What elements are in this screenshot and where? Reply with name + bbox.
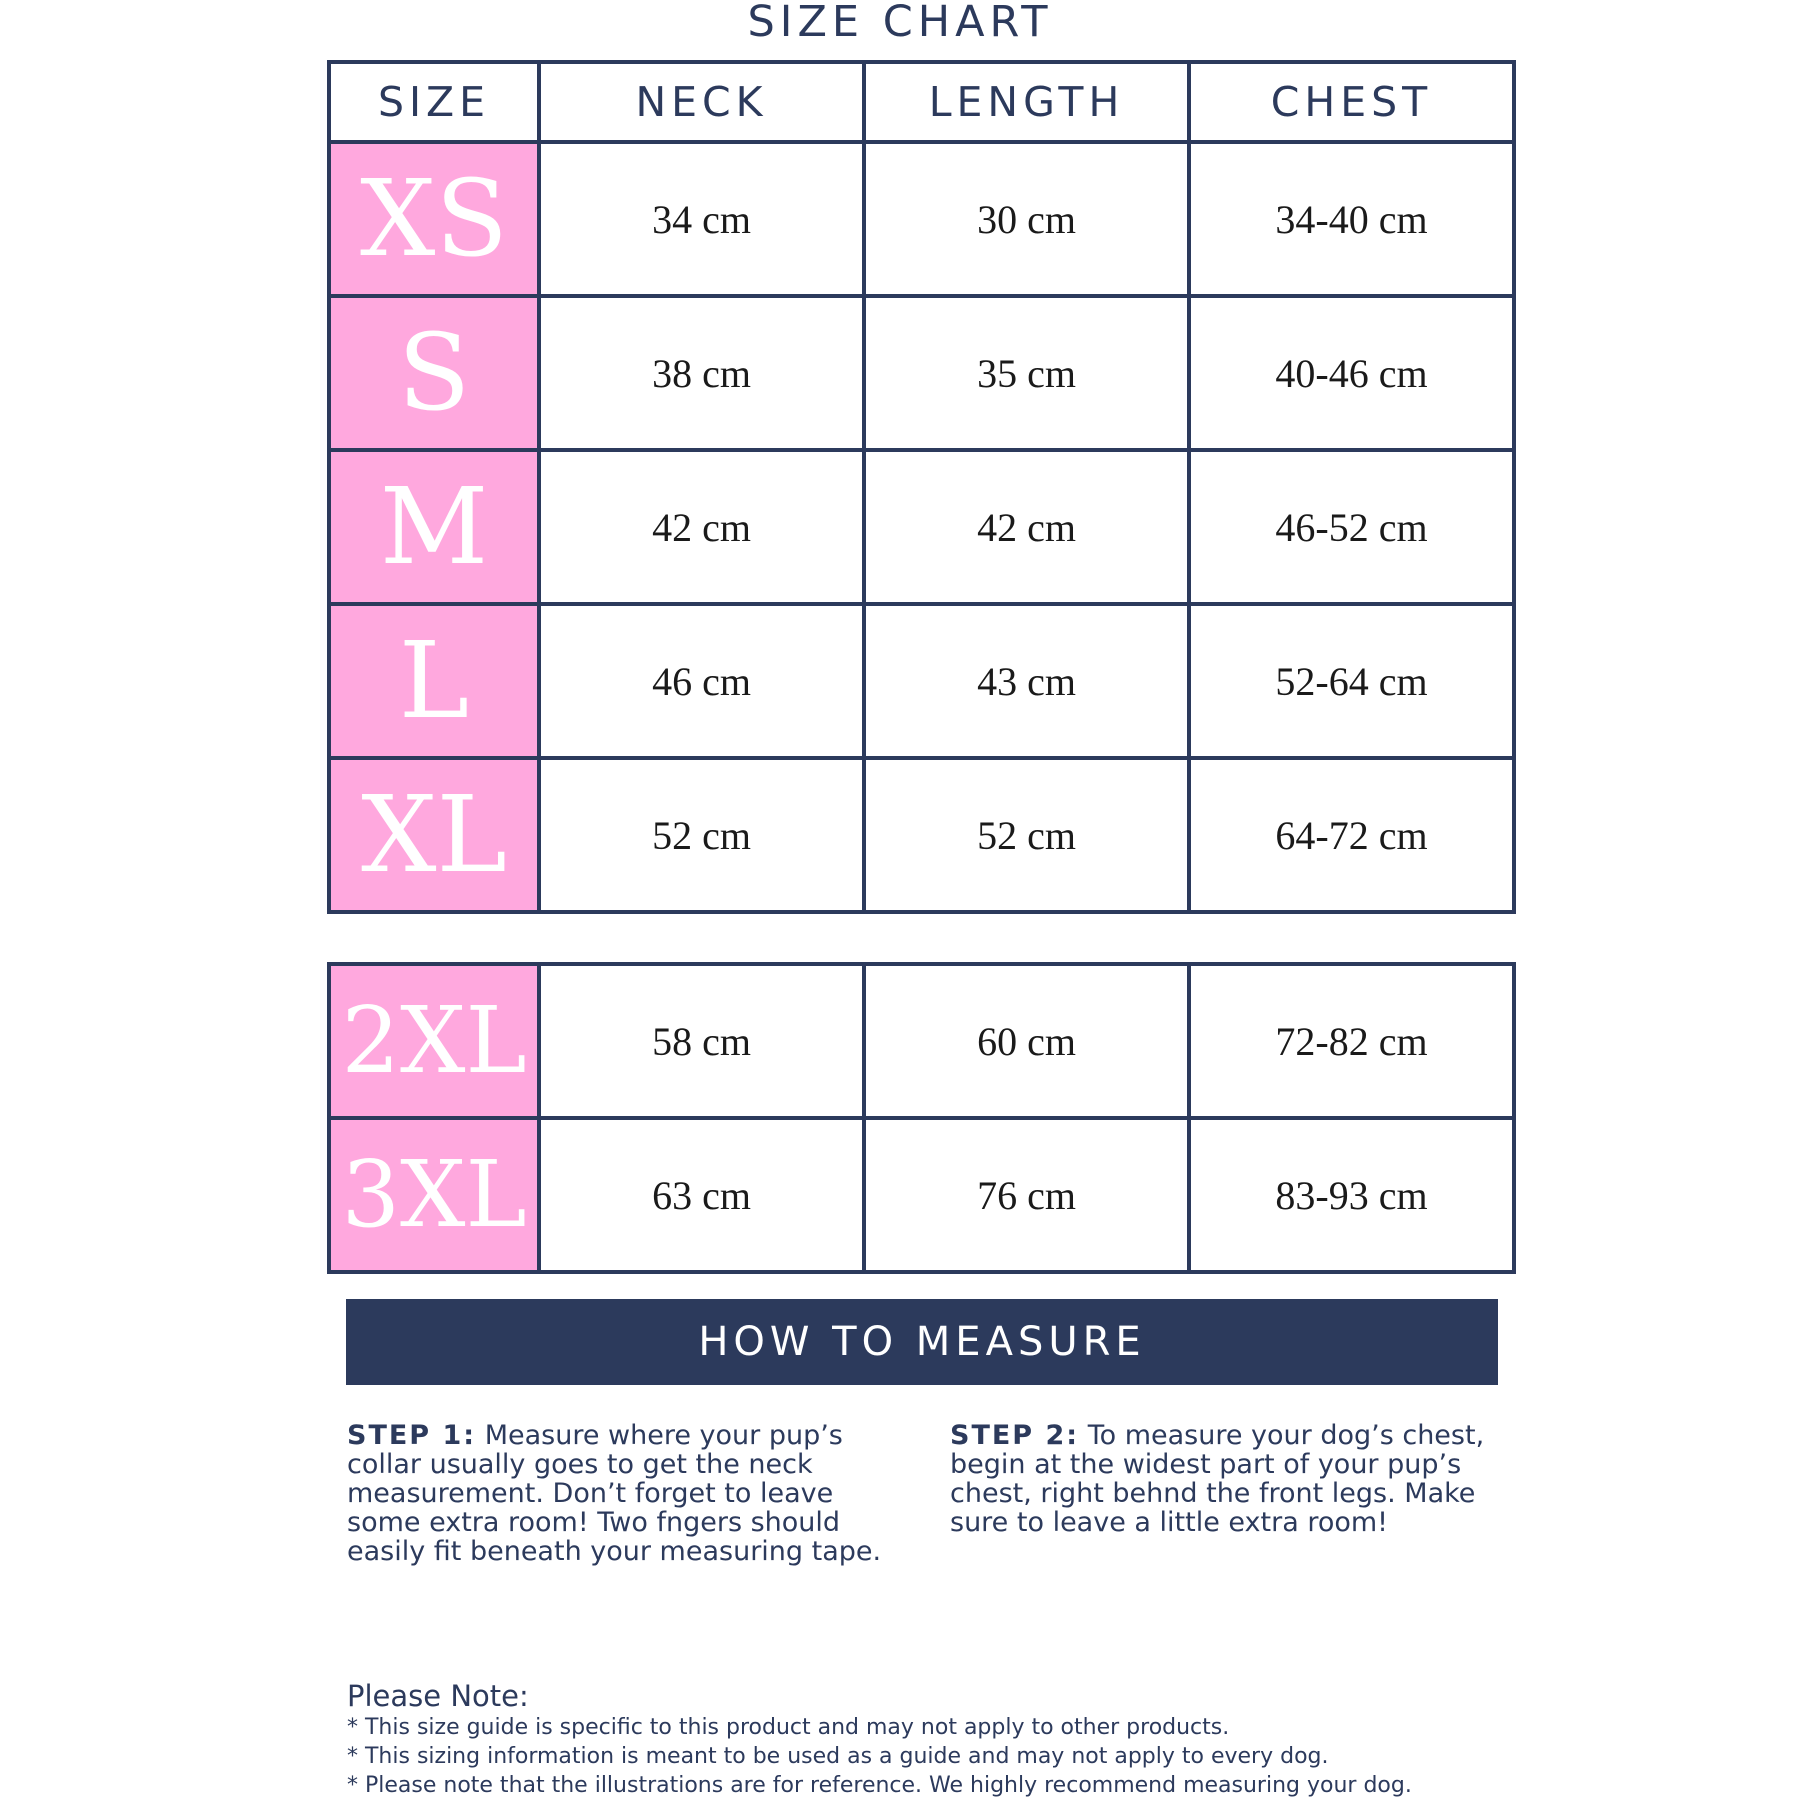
step-1-label: STEP 1: [347, 1420, 477, 1451]
table-row [329, 450, 1514, 604]
length-value: 35 cm [864, 296, 1189, 450]
note-title: Please Note: [347, 1679, 529, 1713]
header-neck: NECK [539, 62, 864, 142]
neck-value: 38 cm [539, 296, 864, 450]
header-size: SIZE [329, 62, 539, 142]
extended-size-table [327, 962, 1516, 1274]
chest-value: 34-40 cm [1189, 142, 1514, 296]
chest-value: 83-93 cm [1189, 1118, 1514, 1272]
table-row [329, 758, 1514, 912]
table-row [329, 604, 1514, 758]
length-value: 42 cm [864, 450, 1189, 604]
note-line: * This sizing information is meant to be used as a guide and may not apply to every dog. [347, 1744, 1329, 1769]
please-note [347, 1679, 1547, 1800]
page-title: SIZE CHART [747, 0, 1053, 47]
header-length: LENGTH [864, 62, 1189, 142]
neck-value: 52 cm [539, 758, 864, 912]
size-label: L [329, 604, 539, 758]
table-header-row [329, 62, 1514, 142]
neck-value: 34 cm [539, 142, 864, 296]
length-value: 60 cm [864, 964, 1189, 1118]
neck-value: 42 cm [539, 450, 864, 604]
length-value: 43 cm [864, 604, 1189, 758]
size-table [327, 60, 1516, 914]
length-value: 30 cm [864, 142, 1189, 296]
neck-value: 63 cm [539, 1118, 864, 1272]
chest-value: 52-64 cm [1189, 604, 1514, 758]
chest-value: 46-52 cm [1189, 450, 1514, 604]
step-2-instructions [950, 1421, 1510, 1537]
table-row [329, 964, 1514, 1118]
step-2-label: STEP 2: [950, 1420, 1080, 1451]
note-line: * This size guide is specific to this product and may not apply to other products. [347, 1715, 1230, 1740]
size-label: XS [329, 142, 539, 296]
length-value: 52 cm [864, 758, 1189, 912]
neck-value: 58 cm [539, 964, 864, 1118]
length-value: 76 cm [864, 1118, 1189, 1272]
size-label: M [329, 450, 539, 604]
table-row [329, 296, 1514, 450]
chest-value: 72-82 cm [1189, 964, 1514, 1118]
step-1-instructions [347, 1421, 907, 1566]
note-line: * Please note that the illustrations are for reference. We highly recommend measuring your dog. [347, 1773, 1412, 1798]
chest-value: 64-72 cm [1189, 758, 1514, 912]
size-label: XL [329, 758, 539, 912]
header-chest: CHEST [1189, 62, 1514, 142]
table-row [329, 1118, 1514, 1272]
neck-value: 46 cm [539, 604, 864, 758]
how-to-measure-banner: HOW TO MEASURE [346, 1299, 1498, 1385]
table-row [329, 142, 1514, 296]
size-label: 3XL [329, 1118, 539, 1272]
chest-value: 40-46 cm [1189, 296, 1514, 450]
size-label: 2XL [329, 964, 539, 1118]
size-label: S [329, 296, 539, 450]
step-2-text: To measure your dog’s chest, begin at the widest part of your pup’s chest, right behnd the front legs. Make sure to leave a little extra room! [950, 1420, 1485, 1538]
step-1-text: Measure where your pup’s collar usually goes to get the neck measurement. Don’t forget to leave some extra room! Two fngers should easily fit beneath your measuring tape. [347, 1420, 882, 1567]
